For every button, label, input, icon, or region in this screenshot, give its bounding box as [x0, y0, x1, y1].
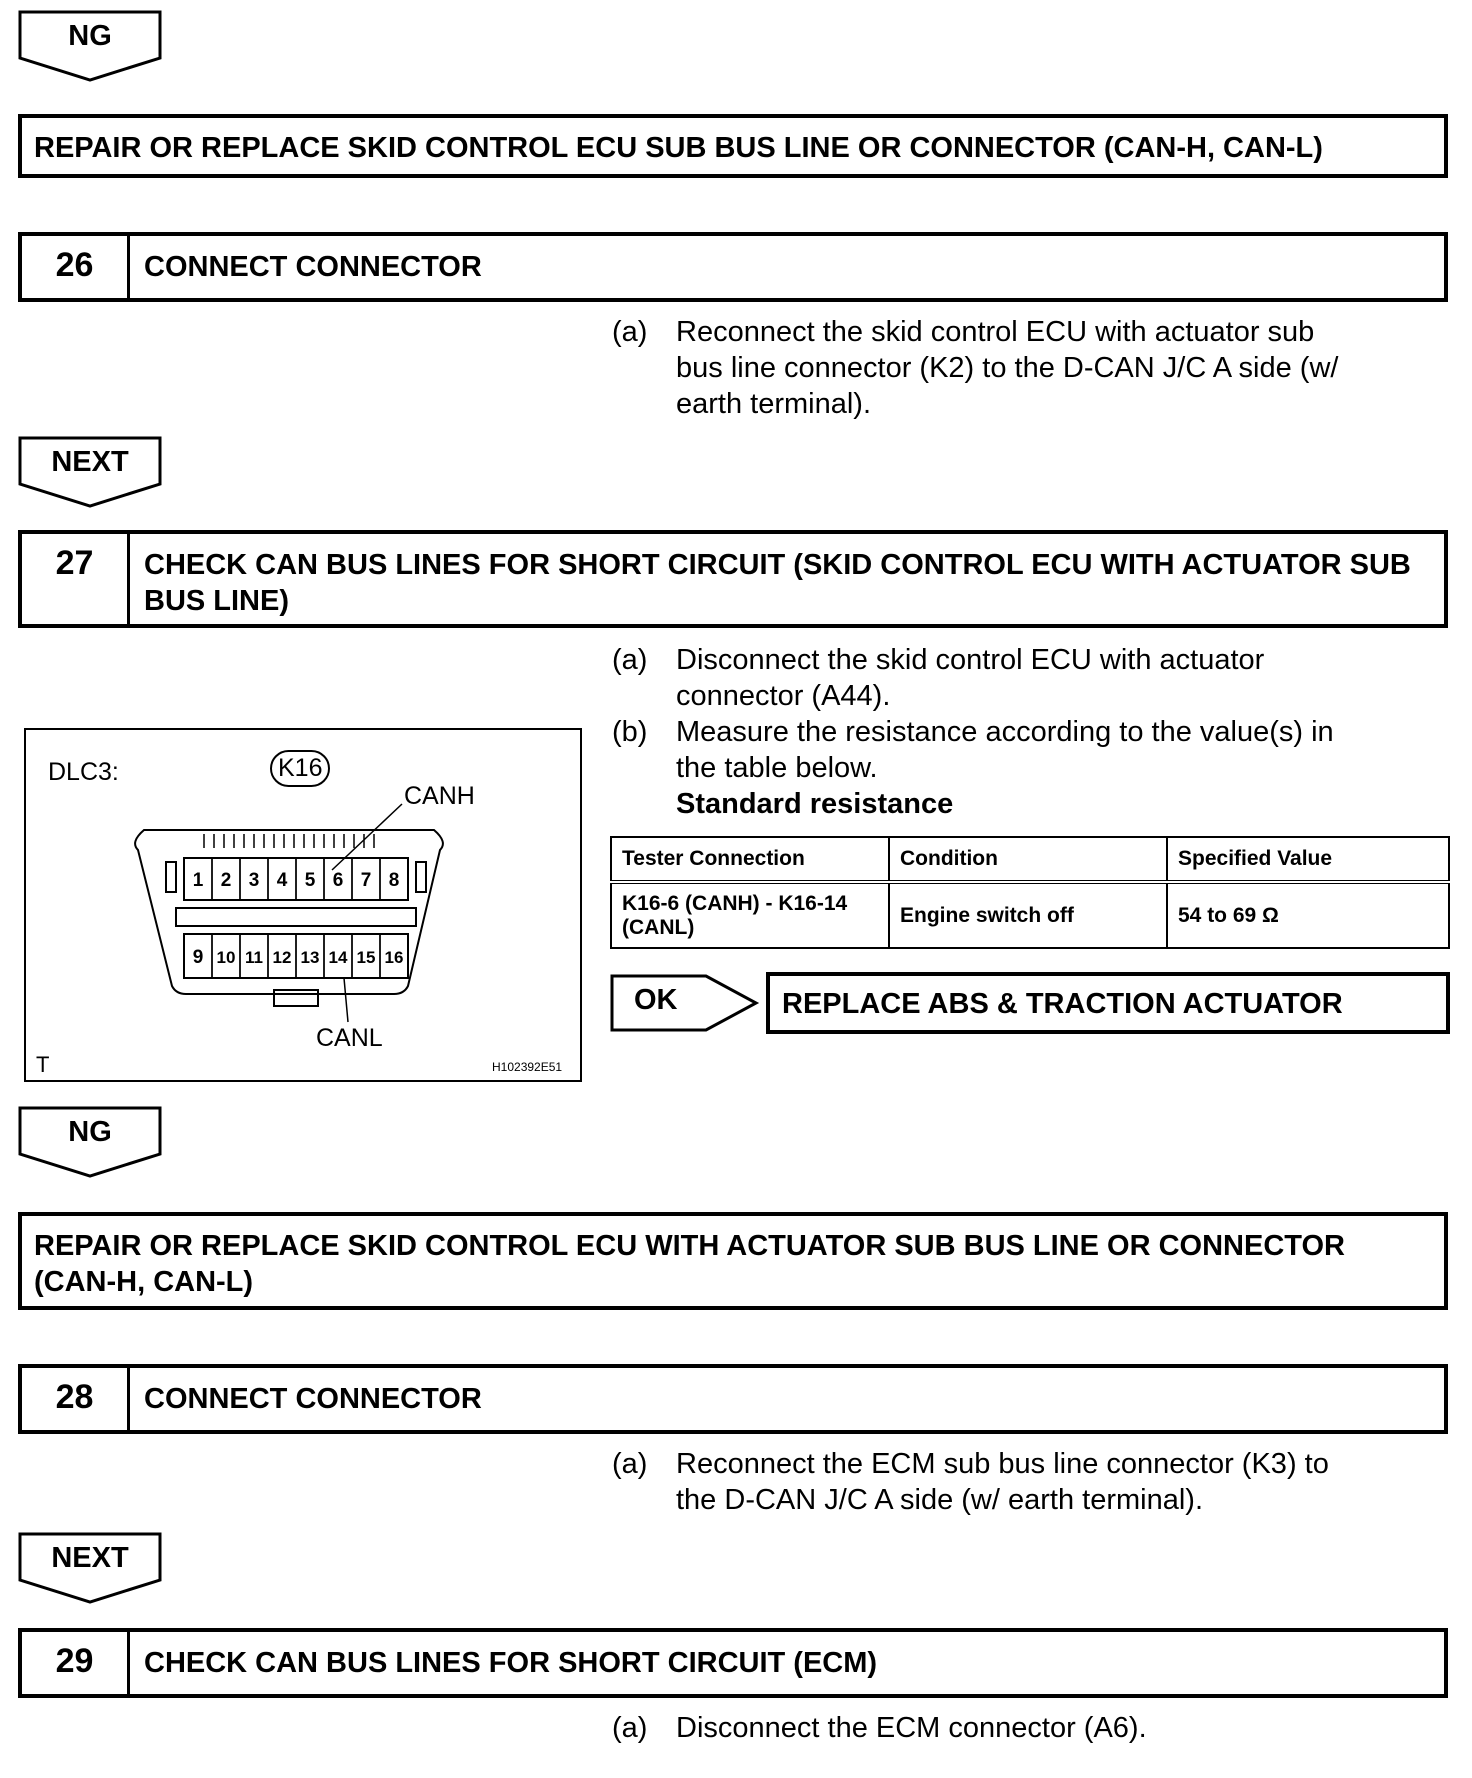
table-cell: K16-6 (CANH) - K16-14 (CANL)	[611, 882, 889, 948]
table-header: Condition	[889, 837, 1167, 882]
step-26-item-a-letter: (a)	[612, 316, 648, 348]
canh-leader	[332, 804, 402, 870]
step-28-title: CONNECT CONNECTOR	[144, 1383, 482, 1415]
table-cell: 54 to 69 Ω	[1167, 882, 1449, 948]
pin-label: 12	[272, 948, 292, 967]
step-27-header	[18, 530, 1448, 628]
next-tag	[18, 1532, 164, 1606]
left-slot	[166, 862, 176, 892]
pin-label: 3	[248, 870, 260, 891]
step-27-title: CHECK CAN BUS LINES FOR SHORT CIRCUIT (SKID CONTROL ECU WITH ACTUATOR SUB BUS LINE)	[144, 549, 1411, 617]
step-27-item-b-text: Measure the resistance according to the value(s) in the table below.	[676, 716, 1334, 784]
ng-tag	[18, 1106, 164, 1180]
repair-box-1-text: REPAIR OR REPLACE SKID CONTROL ECU SUB BUS LINE OR CONNECTOR (CAN-H, CAN-L)	[34, 132, 1323, 164]
pin-label: 1	[192, 870, 204, 891]
pin-label: 6	[332, 870, 344, 891]
step-28-header	[18, 1364, 1448, 1434]
canh-label: CANH	[404, 782, 475, 810]
step-26-header	[18, 232, 1448, 302]
pin-label: 10	[216, 948, 236, 967]
step-26-item-a-text: Reconnect the skid control ECU with actuator sub bus line connector (K2) to the D-CAN J/C A side (w/ earth terminal).	[676, 316, 1339, 420]
canl-label: CANL	[316, 1024, 383, 1052]
pin-label: 16	[384, 948, 404, 967]
step-28-item-a-text: Reconnect the ECM sub bus line connector (K3) to the D-CAN J/C A side (w/ earth terminal).	[676, 1448, 1329, 1516]
step-29-item-a-text: Disconnect the ECM connector (A6).	[676, 1712, 1147, 1744]
pin-label: 2	[220, 870, 232, 891]
step-28-item-a	[612, 1446, 1412, 1518]
dlc3-diagram	[24, 728, 582, 1082]
repair-box-1	[18, 114, 1448, 178]
figure-id: H102392E51	[492, 1060, 563, 1074]
bottom-pin-group	[184, 934, 408, 978]
pin-label: 4	[276, 870, 288, 891]
diagram-title: DLC3:	[48, 758, 119, 786]
bottom-notch	[274, 990, 318, 1006]
ok-tag-shape	[610, 974, 760, 1032]
repair-box-2	[18, 1212, 1448, 1310]
next-tag-label: NEXT	[51, 446, 129, 478]
step-27-item-a	[612, 642, 1412, 714]
right-slot	[416, 862, 426, 892]
next-tag-label: NEXT	[51, 1542, 129, 1574]
ng-tag-label: NG	[68, 20, 112, 52]
table-header-row	[611, 837, 1449, 882]
connector-code-badge: K16	[270, 750, 330, 787]
next-tag	[18, 436, 164, 510]
step-26-title: CONNECT CONNECTOR	[144, 251, 482, 283]
dlc3-connector-drawing	[26, 730, 584, 1084]
ng-tag-label: NG	[68, 1116, 112, 1148]
corner-letter: T	[36, 1052, 50, 1077]
pin-label: 15	[356, 948, 376, 967]
center-divider	[176, 908, 416, 926]
pin-label: 8	[388, 870, 400, 891]
ok-tag-label: OK	[634, 984, 678, 1016]
step-29-header	[18, 1628, 1448, 1698]
step-27-number: 27	[22, 534, 130, 624]
top-teeth	[204, 834, 374, 848]
canl-leader	[344, 978, 348, 1022]
step-29-item-a-letter: (a)	[612, 1712, 648, 1744]
repair-box-2-text: REPAIR OR REPLACE SKID CONTROL ECU WITH ACTUATOR SUB BUS LINE OR CONNECTOR (CAN-H, CAN-L)	[34, 1230, 1345, 1298]
table-header: Specified Value	[1167, 837, 1449, 882]
step-29-item-a	[612, 1710, 1412, 1750]
step-28-number: 28	[22, 1368, 130, 1430]
ng-tag	[18, 10, 164, 84]
connector-outline	[135, 830, 443, 994]
step-27-item-b-letter: (b)	[612, 716, 648, 748]
pin-label: 14	[328, 948, 348, 967]
step-29-number: 29	[22, 1632, 130, 1694]
step-27-item-b	[612, 714, 1412, 786]
ok-result-box	[766, 972, 1450, 1034]
table-header: Tester Connection	[611, 837, 889, 882]
pin-label: 11	[245, 948, 263, 967]
table-cell: Engine switch off	[889, 882, 1167, 948]
table-row	[611, 882, 1449, 948]
pin-label: 5	[304, 870, 316, 891]
pin-label: 13	[300, 948, 320, 967]
ok-result-text: REPLACE ABS & TRACTION ACTUATOR	[782, 988, 1343, 1020]
pin-label: 9	[192, 947, 204, 968]
step-28-item-a-letter: (a)	[612, 1448, 648, 1480]
step-29-title: CHECK CAN BUS LINES FOR SHORT CIRCUIT (ECM)	[144, 1647, 878, 1679]
step-27-item-a-letter: (a)	[612, 644, 648, 676]
ok-tag	[610, 974, 760, 1032]
step-27-item-a-text: Disconnect the skid control ECU with actuator connector (A44).	[676, 644, 1265, 712]
resistance-table	[610, 836, 1450, 949]
standard-resistance-label: Standard resistance	[676, 788, 954, 820]
step-26-item-a	[612, 314, 1412, 424]
top-pin-group	[184, 858, 408, 900]
step-26-number: 26	[22, 236, 130, 298]
pin-label: 7	[360, 870, 372, 891]
